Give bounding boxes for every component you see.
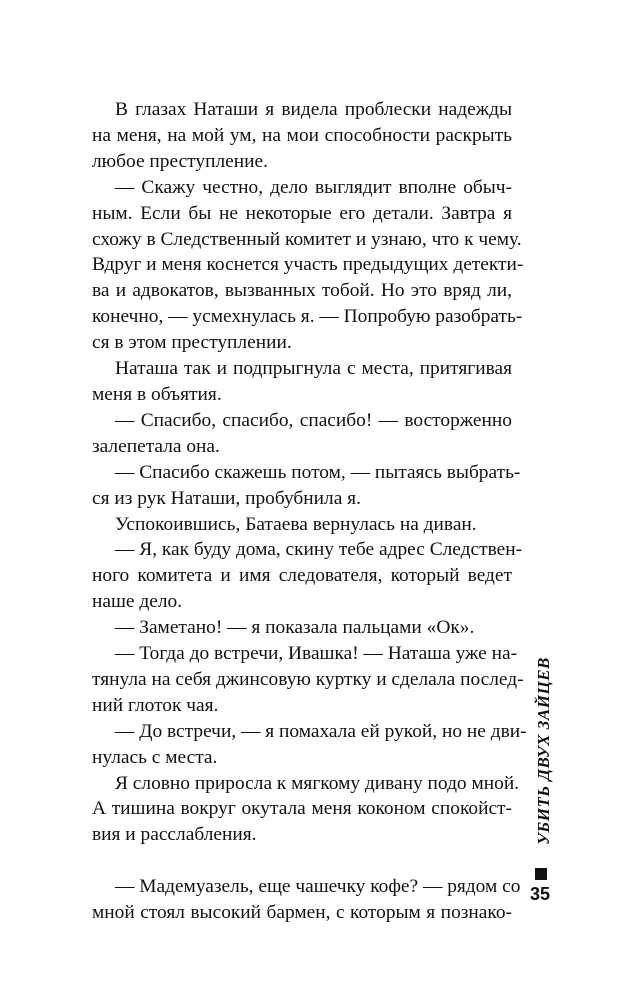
square-bullet-icon xyxy=(535,868,547,880)
text-line: — Спасибо, спасибо, спасибо! — восторженно xyxy=(115,409,512,431)
text-line: — Мадемуазель, еще чашечку кофе? — рядом со xyxy=(115,876,521,898)
text-line: ся в этом преступлении. xyxy=(92,332,292,354)
page-number: 35 xyxy=(529,884,551,904)
paragraph xyxy=(92,537,523,615)
text-line: Вдруг и меня коснется участь предыдущих детекти- xyxy=(92,254,524,276)
text-line: — Спасибо скажешь потом, — пытаясь выбрать- xyxy=(115,461,521,483)
paragraph xyxy=(92,356,512,408)
running-title-text: УБИТЬ ДВУХ ЗАЙЦЕВ xyxy=(534,657,553,845)
text-line: мной стоял высокий бармен, с которым я познако- xyxy=(92,902,512,924)
text-line: конечно, — усмехнулась я. — Попробую разобрать- xyxy=(92,306,523,328)
text-line: вия и расслабления. xyxy=(92,824,257,846)
paragraph xyxy=(92,408,512,460)
text-line: любое преступление. xyxy=(92,150,268,172)
text-line: на меня, на мой ум, на мои способности раскрыть xyxy=(92,124,512,146)
text-line: — Скажу честно, дело выглядит вполне обыч- xyxy=(115,176,512,198)
text-line: ва и адвокатов, вызванных тобой. Но это вряд ли, xyxy=(92,280,512,302)
text-line: В глазах Наташи я видела проблески надежды xyxy=(115,99,512,120)
text-line: — Заметано! — я показала пальцами «Ок». xyxy=(115,617,475,639)
paragraph xyxy=(92,641,524,719)
text-line: наше дело. xyxy=(92,591,183,613)
text-line: тянула на себя джинсовую куртку и сделала послед- xyxy=(92,668,524,690)
text-line: ным. Если бы не некоторые его детали. Завтра я xyxy=(92,202,512,224)
paragraph xyxy=(92,719,527,771)
text-line: меня в объятия. xyxy=(92,383,222,405)
paragraph xyxy=(92,97,512,175)
text-line: залепетала она. xyxy=(92,435,220,457)
text-line: схожу в Следственный комитет и узнаю, что к чему. xyxy=(92,228,522,250)
section-break xyxy=(92,848,512,874)
text-line: — До встречи, — я помахала ей рукой, но не дви- xyxy=(115,720,527,742)
text-line: А тишина вокруг окутала меня коконом спокойст- xyxy=(92,798,512,820)
paragraph xyxy=(92,615,512,641)
text-line: ного комитета и имя следователя, который ведет xyxy=(92,565,512,587)
text-line: ний глоток чая. xyxy=(92,694,219,716)
paragraph xyxy=(92,460,521,512)
paragraph xyxy=(92,874,521,926)
text-line: Я словно приросла к мягкому дивану подо мной. xyxy=(115,772,520,794)
paragraph xyxy=(92,175,524,356)
paragraph xyxy=(92,512,512,538)
text-line: нулась с места. xyxy=(92,746,218,768)
body-text xyxy=(92,97,527,926)
paragraph xyxy=(92,771,520,849)
text-line: — Тогда до встречи, Ивашка! — Наташа уже на- xyxy=(115,643,518,665)
text-line: Успокоившись, Батаева вернулась на диван. xyxy=(115,513,477,535)
text-line: Наташа так и подпрыгнула с места, притягивая xyxy=(115,358,512,380)
text-line: — Я, как буду дома, скину тебе адрес Следствен- xyxy=(115,539,523,561)
running-title xyxy=(532,636,556,866)
text-line: ся из рук Наташи, пробубнила я. xyxy=(92,487,361,509)
